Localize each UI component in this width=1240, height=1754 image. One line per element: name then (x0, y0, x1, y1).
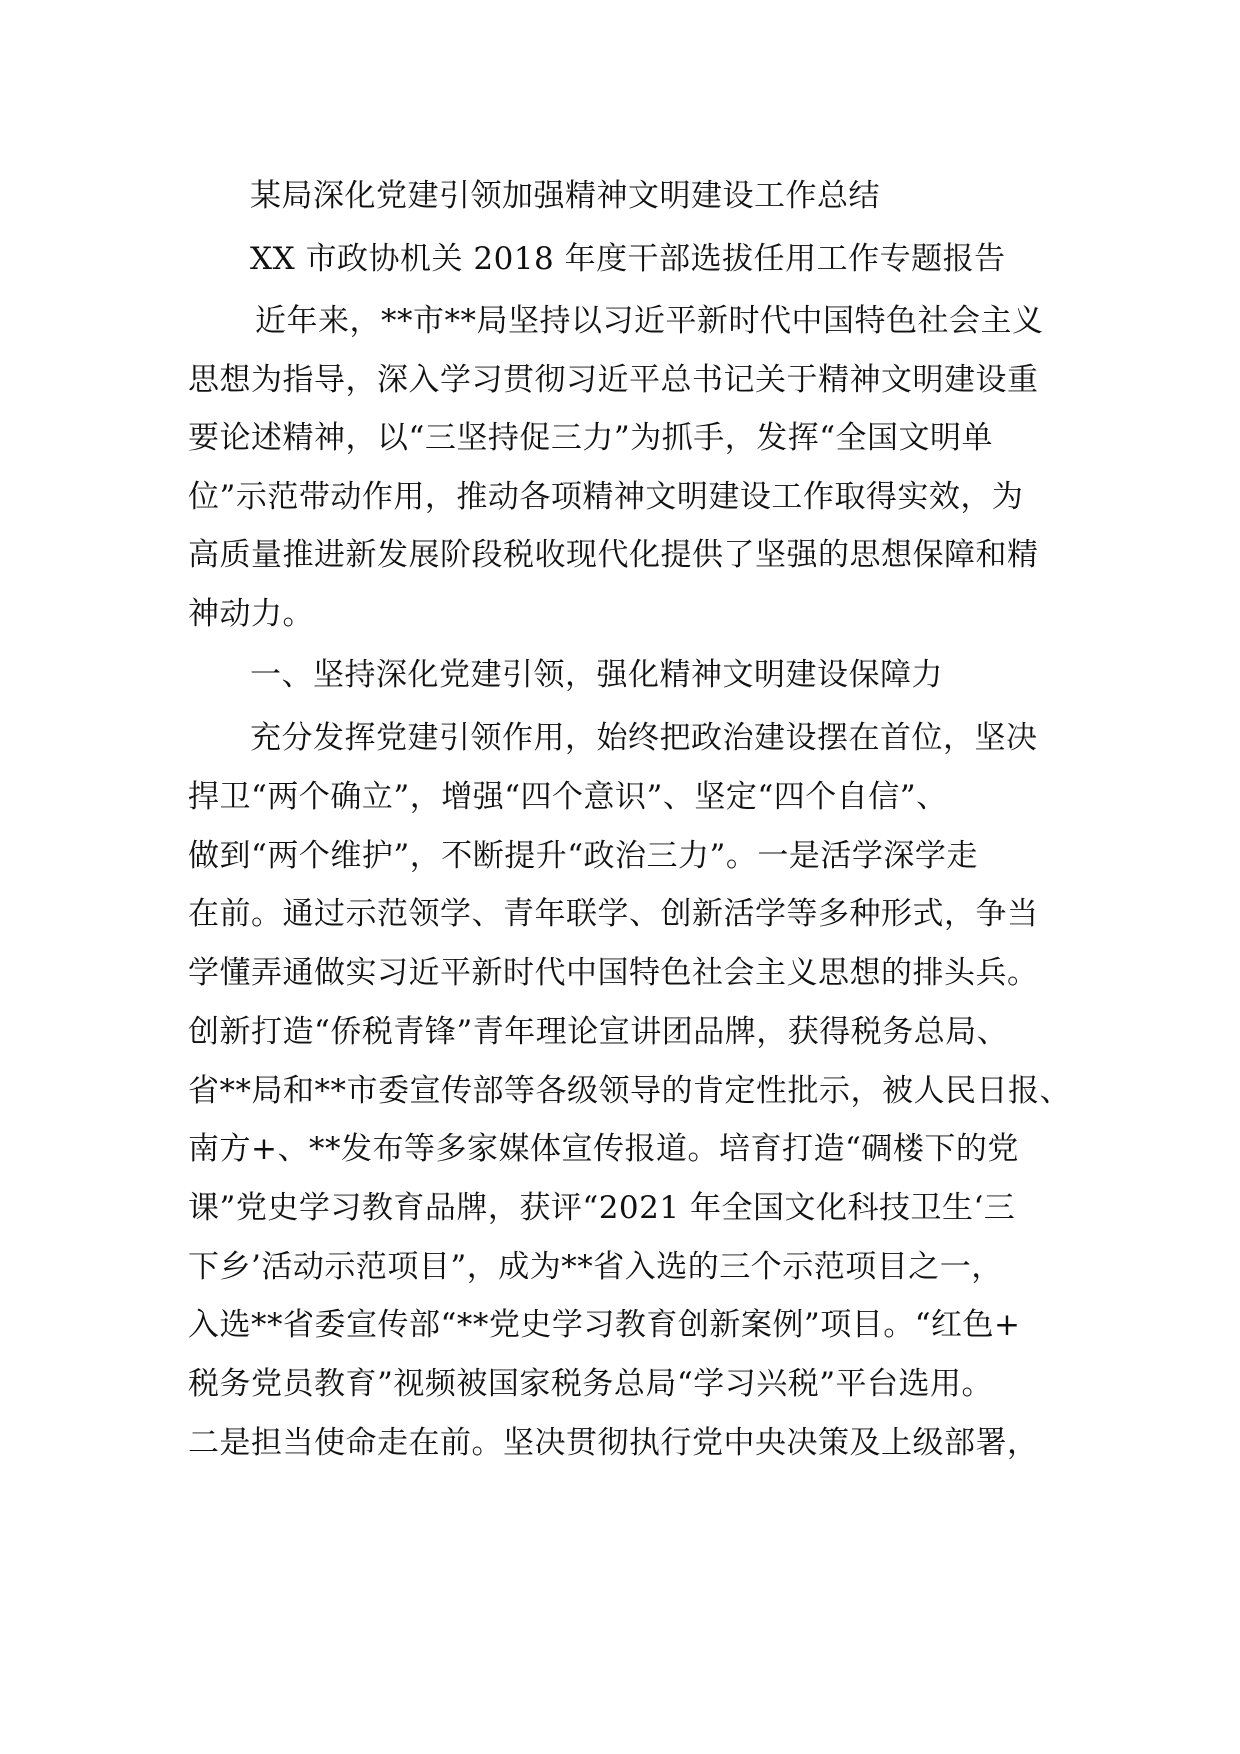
paragraph-line: 神动力。 (188, 596, 314, 632)
paragraph-line: 课”党史学习教育品牌，获评“2021 年全国文化科技卫生‘三 (188, 1190, 1016, 1226)
paragraph-line: 南方+、**发布等多家媒体宣传报道。培育打造“碉楼下的党 (188, 1131, 1019, 1167)
paragraph-line: 学懂弄通做实习近平新时代中国特色社会主义思想的排头兵。 (188, 955, 1039, 991)
paragraph-line: 入选**省委宣传部“**党史学习教育创新案例”项目。“红色+ (188, 1307, 1021, 1343)
document-subtitle: XX 市政协机关 2018 年度干部选拔任用工作专题报告 (250, 241, 1006, 277)
paragraph-line: 充分发挥党建引领作用，始终把政治建设摆在首位，坚决 (250, 720, 1038, 756)
paragraph-line: 位”示范带动作用，推动各项精神文明建设工作取得实效，为 (188, 479, 1024, 515)
paragraph-line: 在前。通过示范领学、青年联学、创新活学等多种形式，争当 (188, 896, 1039, 932)
paragraph-line: 要论述精神，以“三坚持促三力”为抓手，发挥“全国文明单 (188, 420, 994, 456)
paragraph-line: 高质量推进新发展阶段税收现代化提供了坚强的思想保障和精 (188, 537, 1039, 573)
paragraph-line: 创新打造“侨税青锋”青年理论宣讲团品牌，获得税务总局、 (188, 1014, 1009, 1050)
paragraph-line: 思想为指导，深入学习贯彻习近平总书记关于精神文明建设重 (188, 362, 1039, 398)
section-heading: 一、坚持深化党建引领，强化精神文明建设保障力 (250, 657, 943, 693)
paragraph-line: 近年来，**市**局坚持以习近平新时代中国特色社会主义 (255, 303, 1044, 339)
paragraph-line: 做到“两个维护”，不断提升“政治三力”。一是活学深学走 (188, 838, 978, 874)
paragraph-line: 捍卫“两个确立”，增强“四个意识”、坚定“四个自信”、 (188, 779, 948, 815)
document-title: 某局深化党建引领加强精神文明建设工作总结 (250, 178, 880, 214)
paragraph-line: 二是担当使命走在前。坚决贯彻执行党中央决策及上级部署， (188, 1425, 1039, 1461)
paragraph-line: 省**局和**市委宣传部等各级领导的肯定性批示，被人民日报、 (188, 1073, 1071, 1109)
paragraph-line: 下乡’活动示范项目”，成为**省入选的三个示范项目之一， (188, 1249, 1003, 1285)
paragraph-line: 税务党员教育”视频被国家税务总局“学习兴税”平台选用。 (188, 1366, 994, 1402)
